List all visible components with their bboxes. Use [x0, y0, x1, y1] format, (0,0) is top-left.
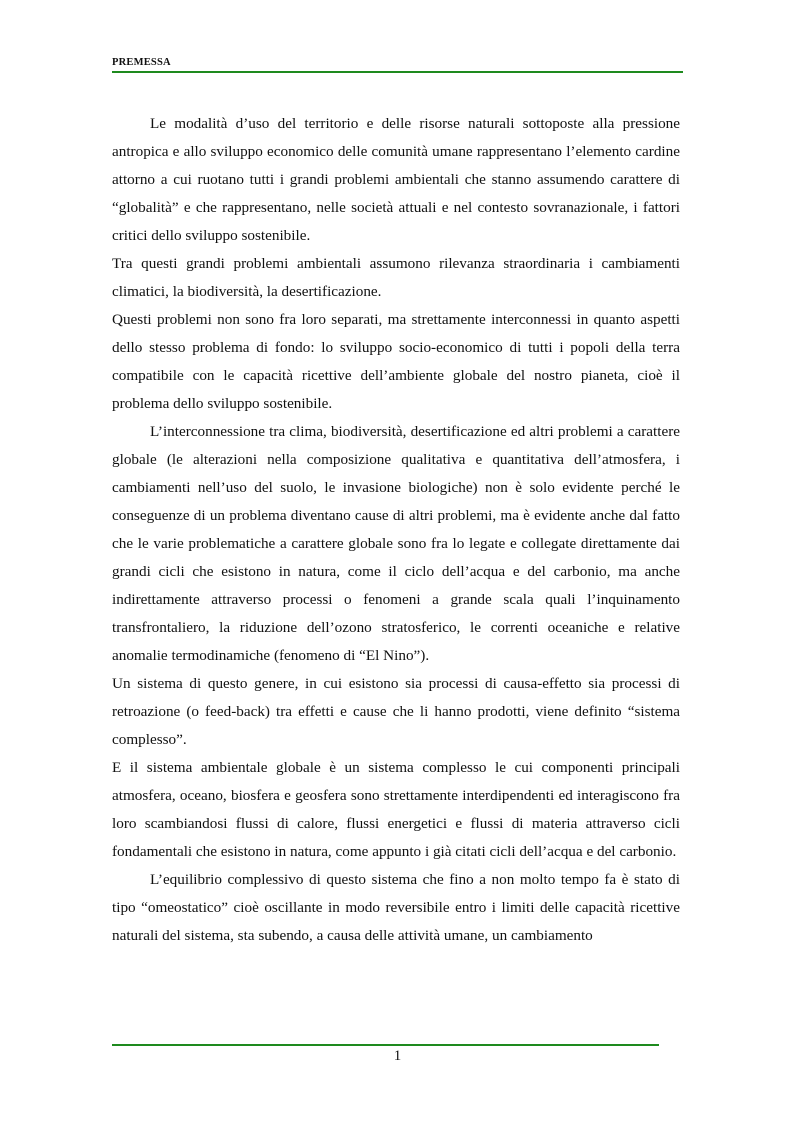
- paragraph-1: Le modalità d’uso del territorio e delle risorse naturali sottoposte alla pressione antropica e allo sviluppo economico delle comunità umane rappresentano l’elemento cardine attorno a cui ruotano tutti i grandi problemi ambientali che stanno assumendo carattere di “globalità” e che rappresentano, nelle società attuali e nel contesto sovranazionale, i fattori critici dello sviluppo sostenibile.: [112, 115, 680, 244]
- paragraph-6: E il sistema ambientale globale è un sistema complesso le cui componenti principali atmosfera, oceano, biosfera e geosfera sono strettamente interdipendenti ed interagiscono fra loro scambiandosi flussi di calore, flussi energetici e flussi di materia attraverso cicli fondamentali che esistono in natura, come appunto i già citati cicli dell’acqua e del carbonio.: [112, 759, 680, 860]
- paragraph-2: Tra questi grandi problemi ambientali assumono rilevanza straordinaria i cambiamenti climatici, la biodiversità, la desertificazione.: [112, 255, 680, 300]
- running-header: PREMESSA: [112, 57, 171, 68]
- header-divider: [112, 71, 683, 73]
- page-number: 1: [393, 1048, 402, 1064]
- paragraph-5: Un sistema di questo genere, in cui esistono sia processi di causa-effetto sia processi di retroazione (o feed-back) tra effetti e cause che li hanno prodotti, viene definito “sistema complesso”.: [112, 675, 680, 748]
- paragraph-7: L’equilibrio complessivo di questo sistema che fino a non molto tempo fa è stato di tipo “omeostatico” cioè oscillante in modo reversibile entro i limiti delle capacità ricettive naturali del sistema, sta subendo, a causa delle attività umane, un cambiamento: [112, 871, 680, 944]
- paragraph-4: L’interconnessione tra clima, biodiversità, desertificazione ed altri problemi a carattere globale (le alterazioni nella composizione qualitativa e quantitativa dell’atmosfera, i cambiamenti nell’uso del suolo, le invasione biologiche) non è solo evidente perché le conseguenze di un problema diventano cause di altri problemi, ma è evidente anche dal fatto che le varie problematiche a carattere globale sono fra lo legate e collegate direttamente dai grandi cicli che esistono in natura, come il ciclo dell’acqua e del carbonio, ma anche indirettamente attraverso processi o fenomeni a grande scala quali l’inquinamento transfrontaliero, la riduzione dell’ozono stratosferico, le correnti oceaniche e relative anomalie termodinamiche (fenomeno di “El Nino”).: [112, 423, 680, 664]
- paragraph-3: Questi problemi non sono fra loro separati, ma strettamente interconnessi in quanto aspetti dello stesso problema di fondo: lo sviluppo socio-economico di tutti i popoli della terra compatibile con le capacità ricettive dell’ambiente globale del nostro pianeta, cioè il problema dello sviluppo sostenibile.: [112, 311, 680, 412]
- document-body: [112, 110, 680, 950]
